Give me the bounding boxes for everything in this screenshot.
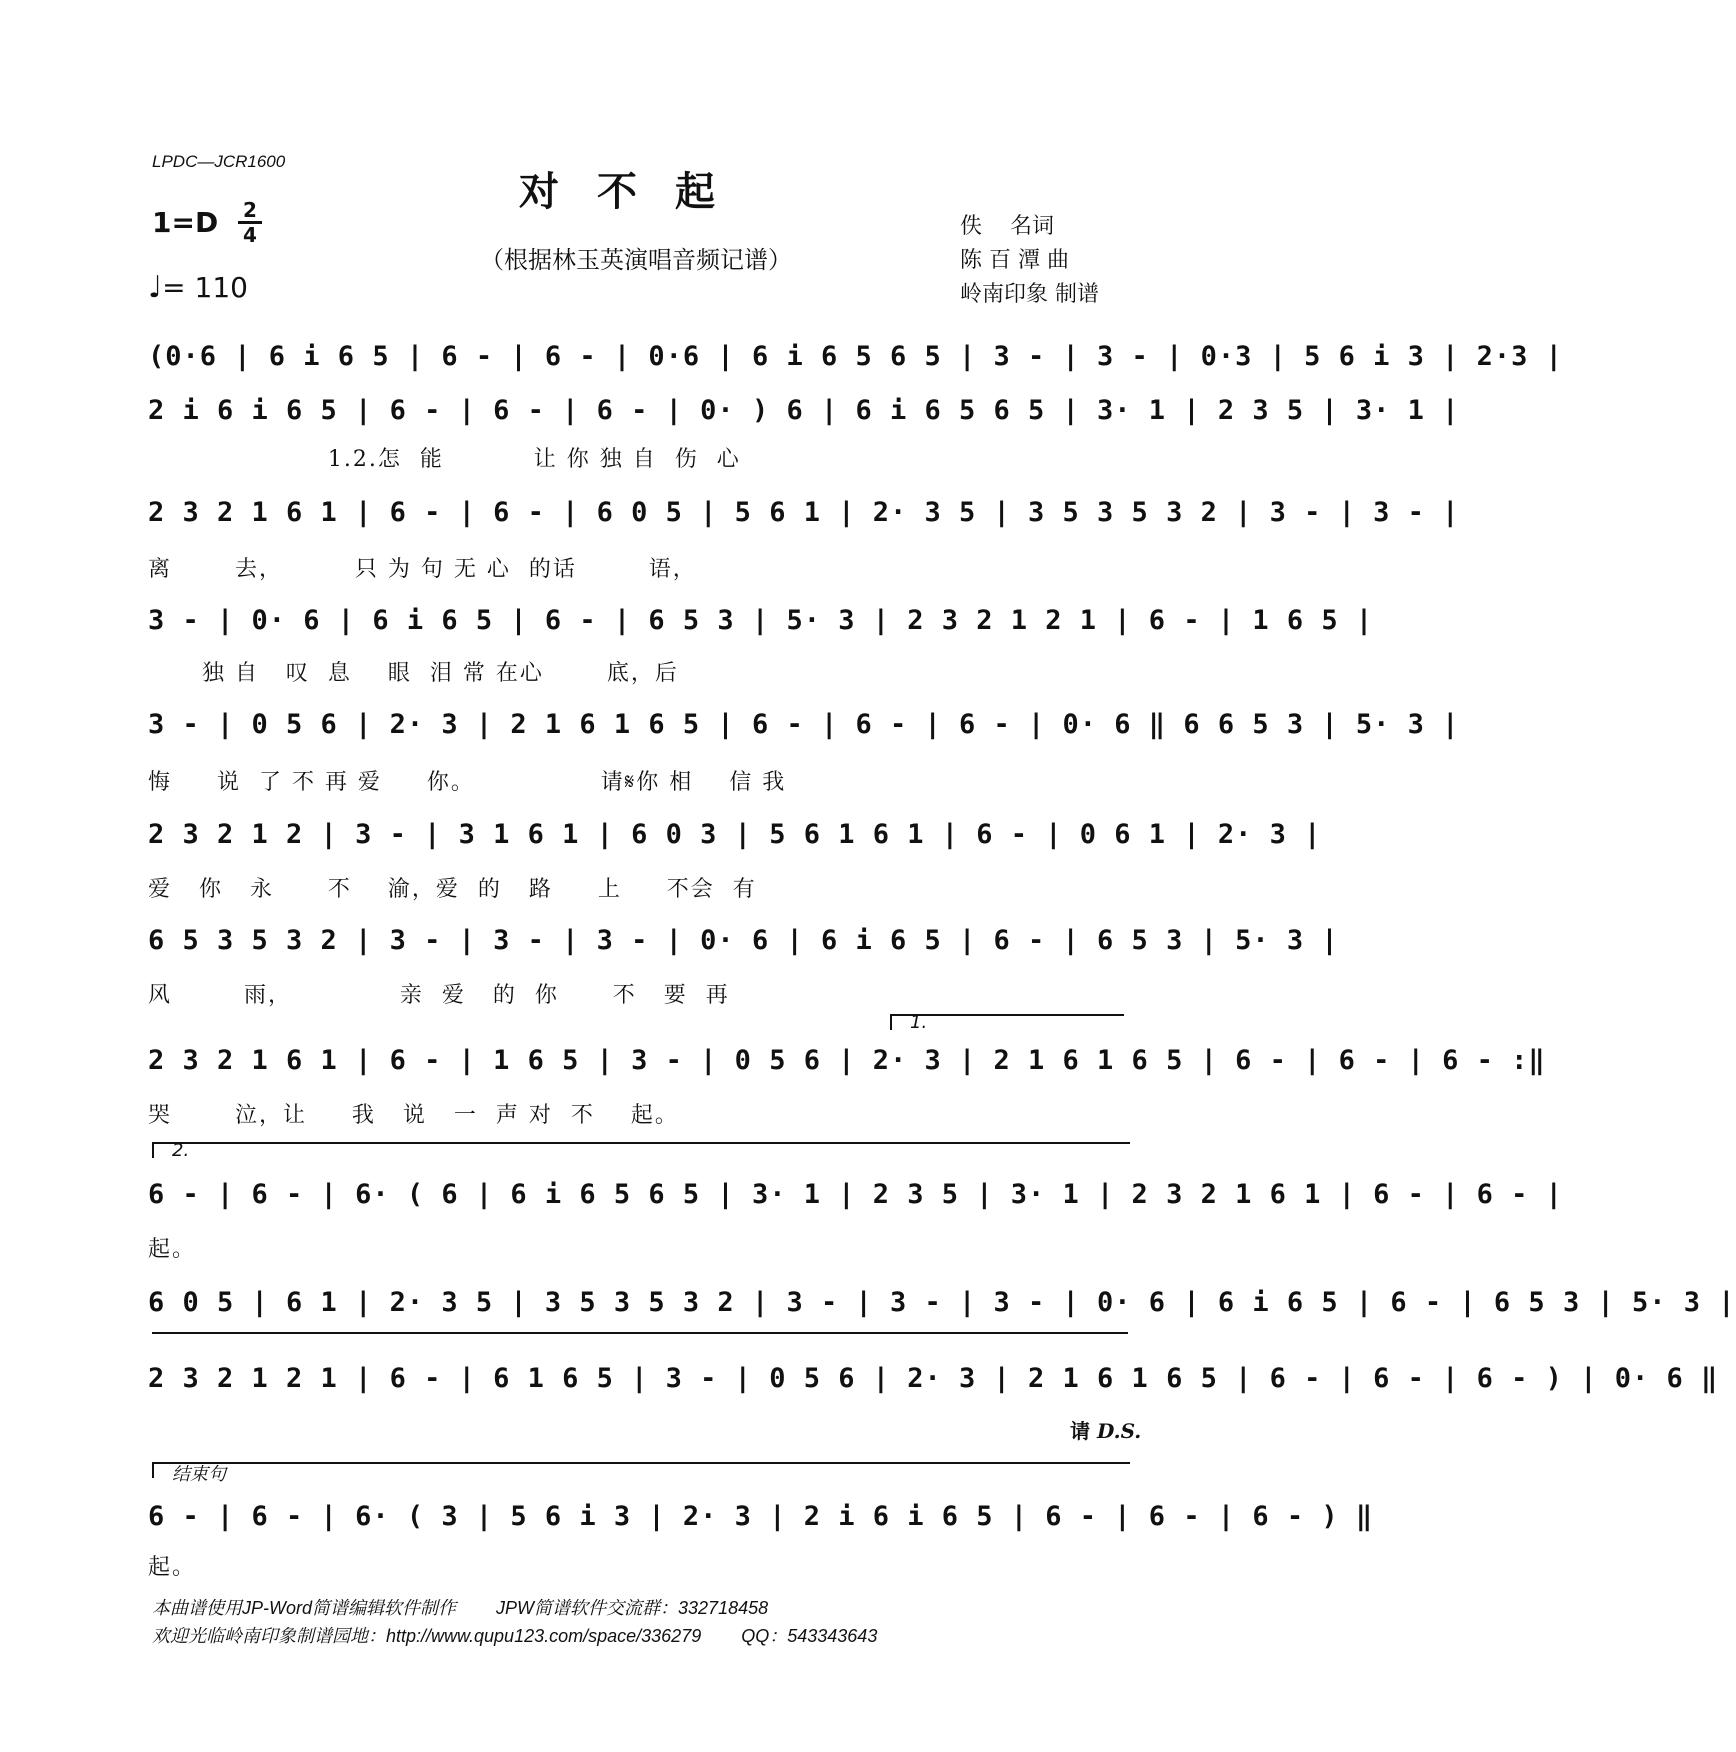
lyric-line: 离 去， 只 为 句 无 心 的话 语，	[148, 557, 697, 582]
lyric-line: 风 雨， 亲 爱 的 你 不 要 再	[148, 983, 730, 1008]
time-signature	[238, 200, 262, 245]
ds-mark: D.S.	[1096, 1419, 1142, 1443]
footer-website: 欢迎光临岭南印象制谱园地：http://www.qupu123.com/space/336279	[152, 1626, 702, 1646]
music-line: 6 - | 6 - | 6· ( 3 | 5 6 i 3 | 2· 3 | 2 i 6 i 6 5 | 6 - | 6 - | 6 - ) ‖	[148, 1500, 1374, 1532]
music-line: 2 3 2 1 2 1 | 6 - | 6 1 6 5 | 3 - | 0 5 6 | 2· 3 | 2 1 6 1 6 5 | 6 - | 6 - | 6 - ) | 0· 6 ‖	[148, 1362, 1719, 1394]
footer-software: 本曲谱使用JP-Word简谱编辑软件制作	[152, 1598, 457, 1618]
music-line: 6 5 3 5 3 2 | 3 - | 3 - | 3 - | 0· 6 | 6 i 6 5 | 6 - | 6 5 3 | 5· 3 |	[148, 924, 1339, 956]
music-line: (0·6 | 6 i 6 5 | 6 - | 6 - | 0·6 | 6 i 6 5 6 5 | 3 - | 3 - | 0·3 | 5 6 i 3 | 2·3 |	[148, 340, 1563, 372]
coda-bracket	[152, 1462, 1130, 1485]
credit-composer: 陈 百 潭 曲	[960, 248, 1069, 273]
credits	[960, 210, 1099, 312]
footer-line-2	[152, 1622, 877, 1648]
lyric-line: 起。	[148, 1555, 197, 1580]
music-line: 3 - | 0 5 6 | 2· 3 | 2 1 6 1 6 5 | 6 - | 6 - | 6 - | 0· 6 ‖ 6 6 5 3 | 5· 3 |	[148, 708, 1460, 740]
volta-1-label: 1.	[910, 1012, 928, 1033]
volta-2-label: 2.	[172, 1140, 190, 1161]
quarter-note-icon: ♩	[148, 270, 163, 305]
time-bottom: 4	[243, 223, 257, 247]
volta-2	[152, 1140, 1130, 1161]
key-signature: 1=D	[152, 206, 219, 239]
music-line: 2 i 6 i 6 5 | 6 - | 6 - | 6 - | 0· ) 6 | 6 i 6 5 6 5 | 3· 1 | 2 3 5 | 3· 1 |	[148, 394, 1460, 426]
coda-label: 结束句	[172, 1464, 226, 1485]
music-line: 2 3 2 1 2 | 3 - | 3 1 6 1 | 6 0 3 | 5 6 1 6 1 | 6 - | 0 6 1 | 2· 3 |	[148, 818, 1322, 850]
credit-engraver: 岭南印象 制谱	[960, 282, 1099, 307]
page-title: 对不起	[519, 168, 753, 215]
subtitle: （根据林玉英演唱音频记谱）	[480, 246, 792, 274]
ds-prefix: 请	[1070, 1419, 1090, 1443]
tempo	[148, 270, 248, 305]
lyric-line: 哭 泣，让 我 说 一 声 对 不 起。	[148, 1103, 679, 1128]
music-line: 3 - | 0· 6 | 6 i 6 5 | 6 - | 6 5 3 | 5· 3 | 2 3 2 1 2 1 | 6 - | 1 6 5 |	[148, 604, 1374, 636]
music-line: 6 0 5 | 6 1 | 2· 3 5 | 3 5 3 5 3 2 | 3 - | 3 - | 3 - | 0· 6 | 6 i 6 5 | 6 - | 6 5 3 | 5· 3 |	[148, 1286, 1736, 1318]
footer-line-1	[152, 1594, 768, 1620]
music-line: 6 - | 6 - | 6· ( 6 | 6 i 6 5 6 5 | 3· 1 | 2 3 5 | 3· 1 | 2 3 2 1 6 1 | 6 - | 6 - |	[148, 1178, 1563, 1210]
footer-qq: QQ：543343643	[741, 1626, 878, 1646]
tempo-value: = 110	[162, 271, 248, 304]
score-code: LPDC—JCR1600	[152, 152, 286, 171]
music-line: 2 3 2 1 6 1 | 6 - | 6 - | 6 0 5 | 5 6 1 | 2· 3 5 | 3 5 3 5 3 2 | 3 - | 3 - |	[148, 496, 1460, 528]
footer-group: JPW简谱软件交流群：332718458	[496, 1598, 769, 1618]
time-top: 2	[243, 198, 257, 222]
lyric-line: 独 自 叹 息 眼 泪 常 在心 底，后	[148, 661, 679, 686]
lyric-line: 1.2.怎 能 让 你 独 自 伤 心	[148, 447, 741, 472]
divider	[152, 1332, 1128, 1334]
volta-1	[890, 1012, 1124, 1033]
lyric-line: 爱 你 永 不 渝，爱 的 路 上 不会 有	[148, 877, 757, 902]
credit-lyricist: 佚 名词	[960, 214, 1054, 239]
lyric-line: 起。	[148, 1237, 197, 1262]
music-line: 2 3 2 1 6 1 | 6 - | 1 6 5 | 3 - | 0 5 6 | 2· 3 | 2 1 6 1 6 5 | 6 - | 6 - | 6 - :‖	[148, 1044, 1546, 1076]
lyric-line: 悔 说 了 不 再 爱 你。 请𝄋你 相 信 我	[148, 770, 787, 795]
dal-segno	[1070, 1415, 1141, 1444]
